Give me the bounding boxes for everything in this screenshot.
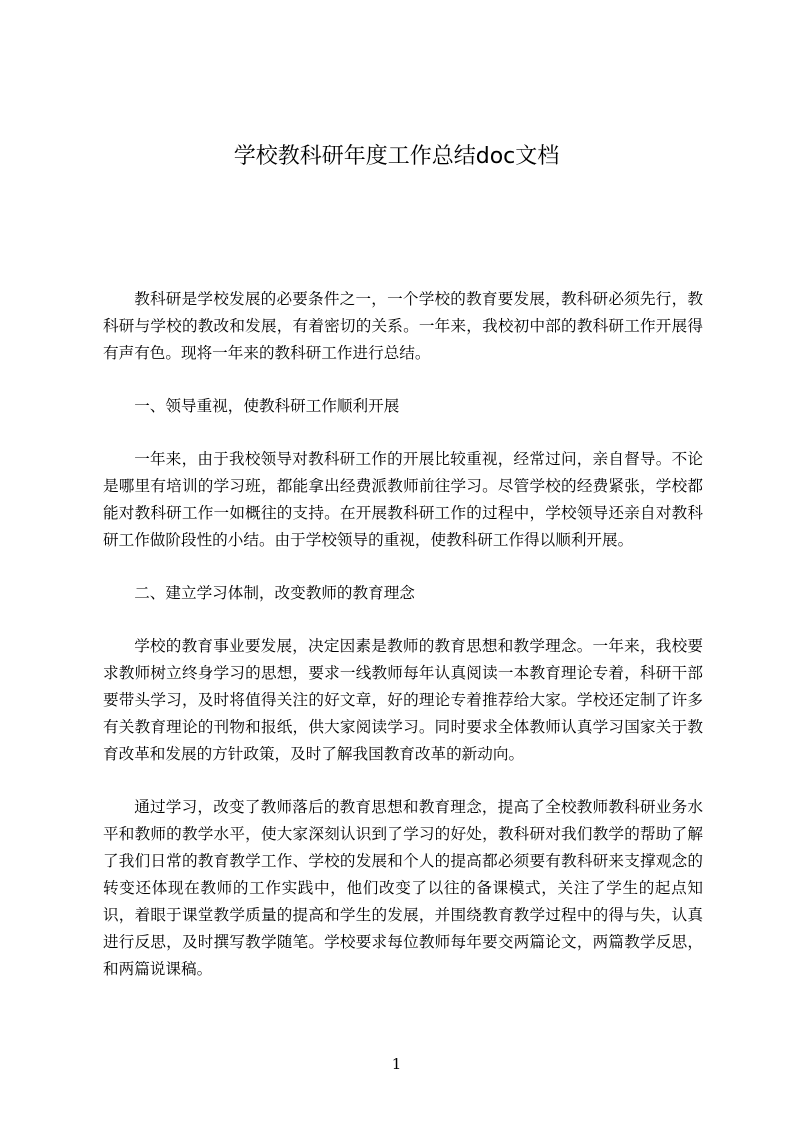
page-number: 1	[391, 1055, 402, 1073]
paragraph-learning-results: 通过学习，改变了教师落后的教育思想和教育理念，提高了全校教师教科研业务水平和教师的教学水平，使大家深刻认识到了学习的好处，教科研对我们教学的帮助了解了我们日常的教育教学工作、学校的发展和个人的提高都必须要有教科研来支撑观念的转变还体现在教师的工作实践中，他们改变了以往的备课模式，关注了学生的起点知识，着眼于课堂教学质量的提高和学生的发展，并围绕教育教学过程中的得与失，认真进行反思，及时撰写教学随笔。学校要求每位教师每年要交两篇论文，两篇教学反思，和两篇说课稿。	[103, 798, 703, 978]
document-body	[103, 286, 703, 1009]
paragraph-leadership: 一年来，由于我校领导对教科研工作的开展比较重视，经常过问，亲自督导。不论是哪里有培训的学习班，都能拿出经费派教师前往学习。尽管学校的经费紧张，学校都能对教科研工作一如概往的支持。在开展教科研工作的过程中，学校领导还亲自对教科研工作做阶段性的小结。由于学校领导的重视，使教科研工作得以顺利开展。	[103, 450, 703, 549]
document-title: 学校教科研年度工作总结doc文档	[233, 144, 560, 169]
paragraph-intro: 教科研是学校发展的必要条件之一，一个学校的教育要发展，教科研必须先行，教科研与学校的教改和发展，有着密切的关系。一年来，我校初中部的教科研工作开展得有声有色。现将一年来的教科研工作进行总结。	[103, 290, 703, 362]
section-heading-1: 一、领导重视，使教科研工作顺利开展	[134, 397, 400, 415]
section-heading-2: 二、建立学习体制，改变教师的教育理念	[134, 584, 415, 602]
paragraph-learning-system: 学校的教育事业要发展，决定因素是教师的教育思想和教学理念。一年来，我校要求教师树立终身学习的思想，要求一线教师每年认真阅读一本教育理论专着，科研干部要带头学习，及时将值得关注的好文章，好的理论专着推荐给大家。学校还定制了许多有关教育理论的刊物和报纸，供大家阅读学习。同时要求全体教师认真学习国家关于教育改革和发展的方针政策，及时了解我国教育改革的新动向。	[103, 637, 703, 763]
